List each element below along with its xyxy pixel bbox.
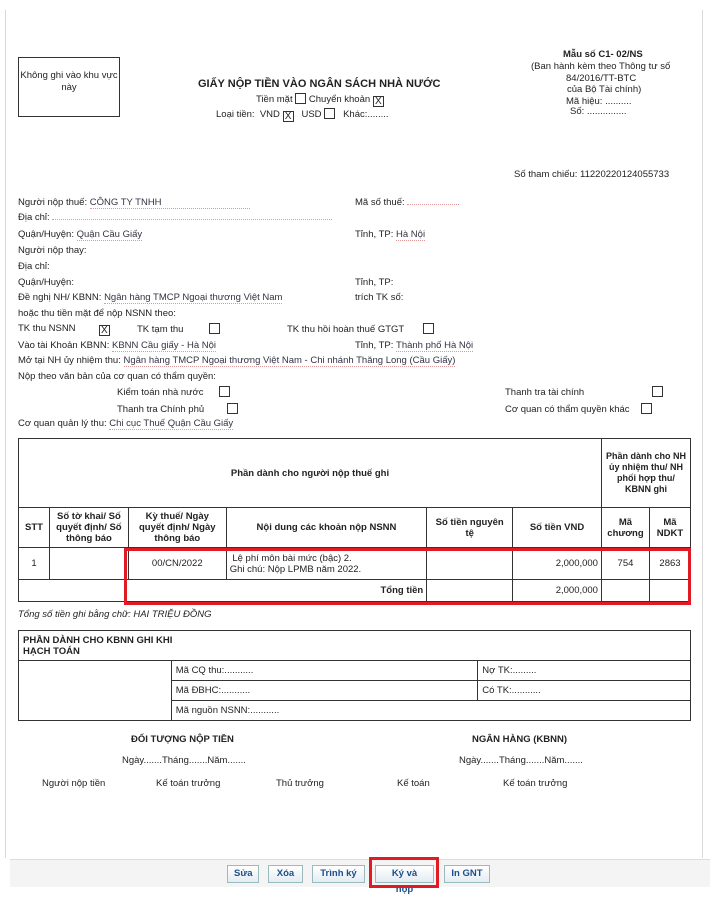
col-so-to-khai: Số tờ khai/ Số quyết định/ Số thông báo (49, 508, 128, 548)
form-code: Mẫu số C1- 02/NS (563, 49, 643, 60)
document-frame (5, 10, 703, 858)
thanh-tra-cp-row (117, 403, 238, 415)
ma-cq-thu: Mã CQ thu:........... (171, 661, 478, 681)
tax-authority-label: Cơ quan quản lý thu: (18, 418, 107, 429)
authority-doc-label: Nộp theo văn bản của cơ quan có thẩm quyền: (18, 371, 216, 382)
tk-thu-hoi-row (287, 323, 434, 335)
sig-ke-toan-truong-2: Kế toán trưởng (503, 778, 568, 789)
tk-tam-thu-row (137, 323, 220, 335)
payer-section-title: ĐỐI TƯỢNG NỘP TIỀN (131, 734, 234, 745)
col-nguyen-te: Số tiền nguyên tệ (427, 508, 513, 548)
sig-ke-toan: Kế toán (397, 778, 430, 789)
page-title: GIẤY NỘP TIỀN VÀO NGÂN SÁCH NHÀ NƯỚC (198, 78, 441, 90)
tien-mat-label: Tiền mặt (256, 94, 293, 105)
tk-thu-nsnn-row (18, 323, 110, 336)
collecting-bank-value: Ngân hàng TMCP Ngoại thương Việt Nam - Chi nhánh Thăng Long (Cầu Giấy) (123, 355, 456, 366)
chuyen-khoan-checkbox[interactable]: X (373, 96, 384, 107)
kbnn-table (18, 630, 691, 721)
thanh-tra-cp-label: Thanh tra Chính phủ (117, 404, 205, 415)
usd-checkbox[interactable] (324, 108, 335, 119)
row-vnd: 2,000,000 (513, 548, 602, 580)
kbnn-province-value: Thành phố Hà Nội (396, 340, 474, 351)
form-code-line2: 84/2016/TT-BTC (566, 73, 637, 84)
total-row (19, 580, 691, 602)
cash-option-label: hoặc thu tiền mặt để nộp NSNN theo: (18, 308, 176, 319)
province-label: Tỉnh, TP: (355, 229, 394, 240)
address-label: Địa chỉ: (18, 212, 50, 223)
print-gnt-button[interactable]: In GNT (444, 865, 490, 883)
kbnn-empty-cell (19, 661, 172, 721)
bank-section-title: NGÂN HÀNG (KBNN) (472, 734, 567, 745)
row-so-to-khai (49, 548, 128, 580)
kbnn-province-row (355, 340, 473, 352)
vnd-label: VND (259, 109, 280, 120)
table-row (19, 548, 691, 580)
account-from-label: trích TK số: (355, 292, 404, 303)
bank-request-label: Đề nghị NH/ KBNN: (18, 292, 102, 303)
address-row (18, 212, 332, 223)
kbnn-account-value: KBNN Cầu giấy - Hà Nội (112, 340, 217, 351)
no-write-box (18, 57, 120, 117)
row-noi-dung-2: Ghi chú: Nộp LPMB năm 2022. (229, 563, 362, 575)
total-nguyen-te (427, 580, 513, 602)
tk-tam-thu-label: TK tạm thu (137, 324, 184, 335)
reference-label: Số tham chiếu: (514, 169, 578, 180)
tax-code-value (407, 204, 459, 205)
payer-name-value: CÔNG TY TNHH (90, 197, 250, 209)
col-ma-chuong: Mã chương (601, 508, 649, 548)
tax-code-row (355, 197, 459, 208)
total-ma-chuong (601, 580, 649, 602)
total-label: Tổng tiền (19, 580, 427, 602)
submit-approval-button[interactable]: Trình ký (312, 865, 365, 883)
thanh-tra-tc-checkbox[interactable] (652, 386, 663, 397)
kbnn-province-label: Tỉnh, TP: (355, 340, 394, 351)
co-quan-khac-checkbox[interactable] (641, 403, 652, 414)
province-row (355, 229, 425, 241)
kiem-toan-label: Kiểm toán nhà nước (117, 387, 204, 398)
total-vnd: 2,000,000 (513, 580, 602, 602)
thanh-tra-tc-label: Thanh tra tài chính (505, 387, 585, 398)
ma-hieu: Mã hiệu: .......... (566, 96, 632, 107)
so-hieu: Số: ............... (570, 106, 627, 117)
thanh-tra-cp-checkbox[interactable] (227, 403, 238, 414)
sig-nguoi-nop: Người nộp tiền (42, 778, 106, 789)
no-tk: Nợ TK:......... (478, 661, 691, 681)
address-value (52, 219, 332, 220)
bank-request-value: Ngân hàng TMCP Ngoại thương Việt Nam (104, 292, 283, 303)
loai-tien-label: Loại tiền: (216, 109, 255, 120)
row-ma-ndkt: 2863 (649, 548, 690, 580)
co-quan-khac-label: Cơ quan có thẩm quyền khác (505, 404, 630, 415)
tax-authority-row (18, 418, 233, 430)
payer-name-row (18, 197, 250, 209)
proxy-payer-label: Người nộp thay: (18, 245, 87, 256)
delete-button[interactable]: Xóa (268, 865, 303, 883)
vnd-checkbox[interactable]: X (283, 111, 294, 122)
tien-mat-checkbox[interactable] (295, 93, 306, 104)
payer-date: Ngày.......Tháng.......Năm....... (122, 755, 246, 766)
row-noi-dung (226, 548, 427, 580)
col-vnd: Số tiền VND (513, 508, 602, 548)
col-stt: STT (19, 508, 50, 548)
row-noi-dung-1: Lệ phí môn bài mức (bậc) 2. (232, 552, 352, 564)
payment-method-row (256, 93, 384, 107)
kiem-toan-checkbox[interactable] (219, 386, 230, 397)
currency-row (216, 108, 389, 122)
district-label: Quận/Huyện: (18, 229, 74, 240)
sig-ke-toan-truong-1: Kế toán trưởng (156, 778, 221, 789)
tk-tam-thu-checkbox[interactable] (209, 323, 220, 334)
payment-table (18, 438, 691, 602)
row-nguyen-te (427, 548, 513, 580)
collecting-bank-row (18, 355, 455, 367)
district-row (18, 229, 142, 241)
amount-in-words: Tổng số tiền ghi bằng chữ: HAI TRIỆU ĐỒNG (18, 609, 212, 620)
total-ma-ndkt (649, 580, 690, 602)
tk-thu-hoi-label: TK thu hồi hoàn thuế GTGT (287, 324, 405, 335)
sig-thu-truong: Thủ trưởng (276, 778, 324, 789)
kbnn-account-row (18, 340, 216, 352)
co-tk: Có TK:........... (478, 681, 691, 701)
proxy-district-label: Quận/Huyện: (18, 277, 74, 288)
kbnn-title-text: PHẦN DÀNH CHO KBNN GHI KHI HẠCH TOÁN (23, 635, 173, 657)
ma-nguon: Mã nguồn NSNN:........... (171, 701, 690, 721)
header-bank: Phần dành cho NH ủy nhiệm thu/ NH phối hợp thu/ KBNN ghi (601, 439, 690, 508)
header-payer: Phần dành cho người nộp thuế ghi (19, 439, 602, 508)
reference-number (514, 169, 669, 180)
payer-name-label: Người nộp thuế: (18, 197, 88, 208)
sign-and-submit-button[interactable]: Ký và nộp (375, 865, 434, 883)
province-value: Hà Nội (396, 229, 426, 240)
bank-date: Ngày.......Tháng.......Năm....... (459, 755, 583, 766)
row-ky-thue: 00/CN/2022 (128, 548, 226, 580)
row-ma-chuong: 754 (601, 548, 649, 580)
edit-button[interactable]: Sửa (227, 865, 259, 883)
khac-label: Khác:........ (343, 109, 389, 120)
tk-thu-nsnn-label: TK thu NSNN (18, 323, 76, 334)
kbnn-account-label: Vào tài Khoản KBNN: (18, 340, 110, 351)
row-stt: 1 (19, 548, 50, 580)
proxy-province-label: Tỉnh, TP: (355, 277, 394, 288)
tk-thu-nsnn-checkbox[interactable]: X (99, 325, 110, 336)
col-noi-dung: Nội dung các khoản nộp NSNN (226, 508, 427, 548)
collecting-bank-label: Mở tại NH ủy nhiệm thu: (18, 355, 121, 366)
usd-label: USD (301, 109, 322, 120)
tax-code-label: Mã số thuế: (355, 197, 405, 208)
bank-request-row (18, 292, 282, 304)
proxy-address-label: Địa chỉ: (18, 261, 50, 272)
col-ky-thue: Kỳ thuế/ Ngày quyết định/ Ngày thông báo (128, 508, 226, 548)
no-write-text: Không ghi vào khu vực này (20, 70, 118, 93)
tk-thu-hoi-checkbox[interactable] (423, 323, 434, 334)
form-code-line3: của Bộ Tài chính) (567, 84, 642, 95)
form-code-line1: (Ban hành kèm theo Thông tư số (531, 61, 671, 72)
reference-value: 11220220124055733 (580, 169, 670, 180)
kbnn-title (19, 631, 691, 661)
ma-dbhc: Mã ĐBHC:........... (171, 681, 478, 701)
co-quan-khac-row (505, 403, 652, 415)
chuyen-khoan-label: Chuyển khoản (308, 94, 371, 105)
district-value: Quận Cầu Giấy (76, 229, 143, 240)
kiem-toan-row (117, 386, 230, 398)
tax-authority-value: Chi cục Thuế Quận Cầu Giấy (109, 418, 234, 429)
col-ma-ndkt: Mã NDKT (649, 508, 690, 548)
thanh-tra-tc-row (505, 386, 663, 398)
